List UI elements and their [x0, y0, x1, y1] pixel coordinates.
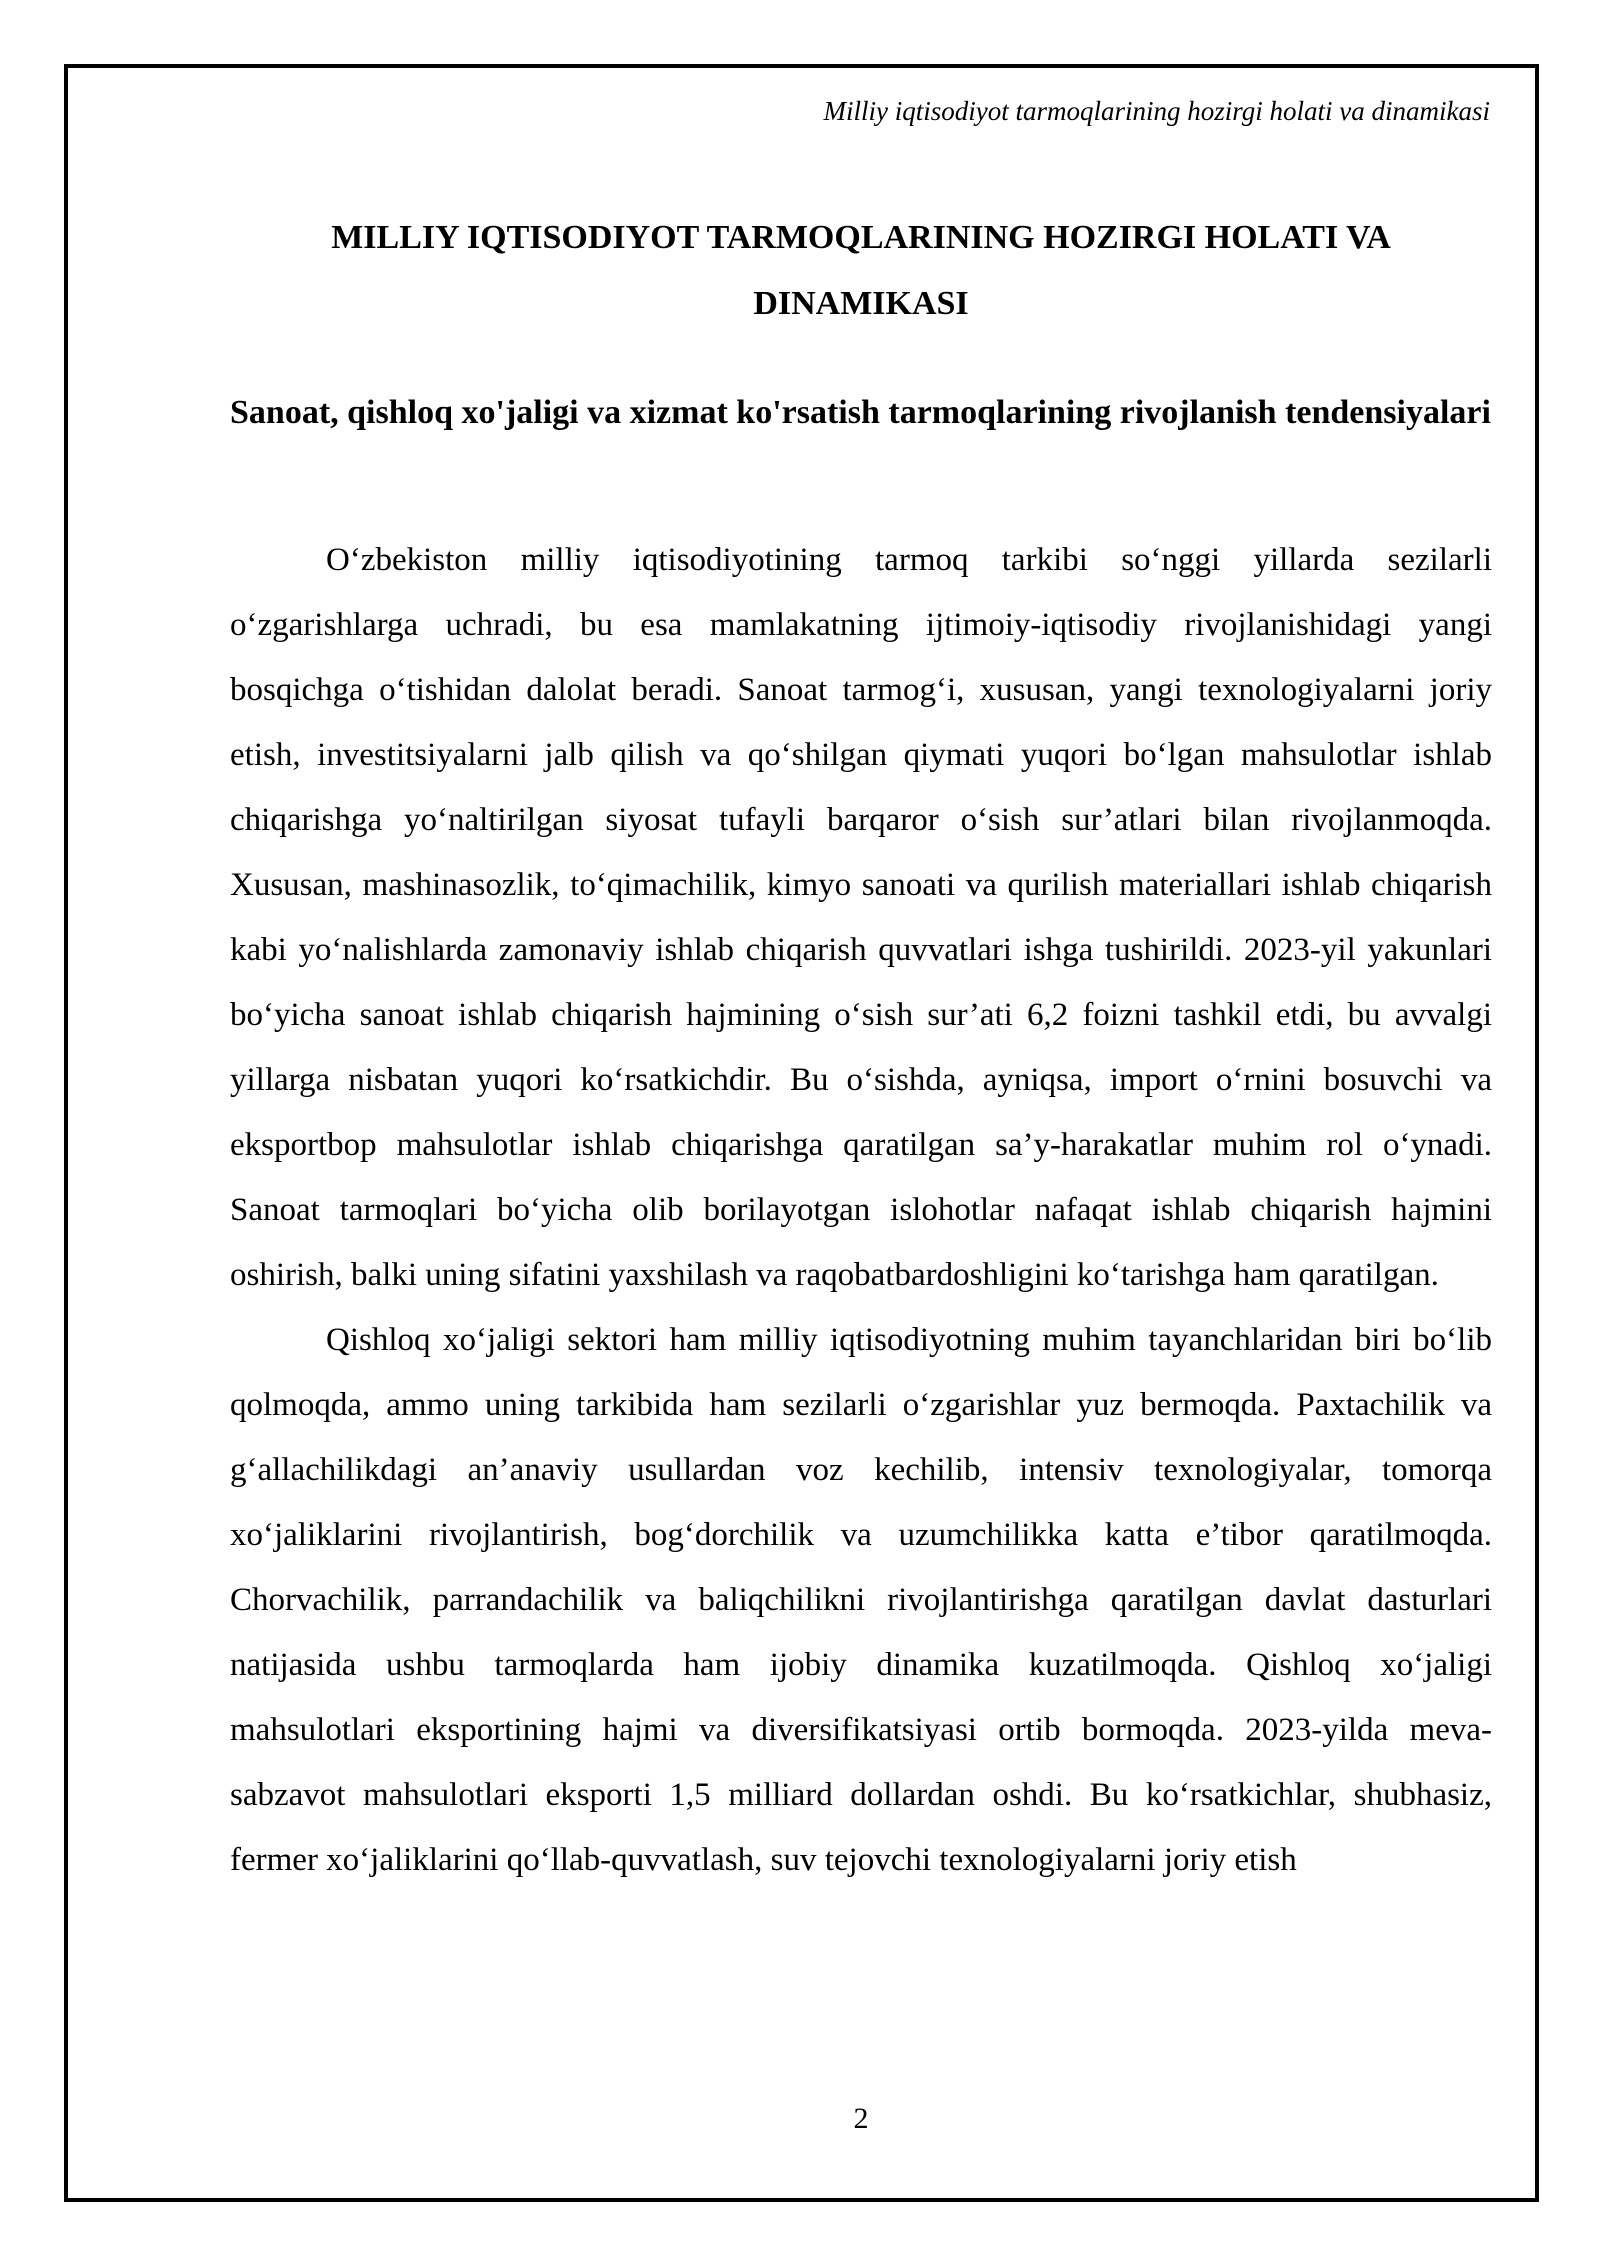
body-text — [230, 528, 1492, 1893]
section-heading: Sanoat, qishloq xo'jaligi va xizmat ko'rsatish tarmoqlarining rivojlanish tendensiyalari — [230, 394, 1491, 431]
page-number: 2 — [853, 2102, 869, 2135]
paragraph-2: Qishloq xo‘jaligi sektori ham milliy iqtisodiyotning muhim tayanchlaridan biri bo‘lib qolmoqda, ammo uning tarkibida ham sezilarli o‘zgarishlar yuz bermoqda. Paxtachilik va g‘allachilikdagi an’anaviy usullardan voz kechilib, intensiv texnologiyalar, tomorqa xo‘jaliklarini rivojlantirish, bog‘dorchilik va uzumchilikka katta e’tibor qaratilmoqda. Chorvachilik, parrandachilik va baliqchilikni rivojlantirishga qaratilgan davlat dasturlari natijasida ushbu tarmoqlarda ham ijobiy dinamika kuzatilmoqda. Qishloq xo‘jaligi mahsulotlari eksportining hajmi va diversifikatsiyasi ortib bormoqda. 2023-yilda meva-sabzavot mahsulotlari eksporti 1,5 milliard dollardan oshdi. Bu ko‘rsatkichlar, shubhasiz, fermer xo‘jaliklarini qo‘llab-quvvatlash, suv tejovchi texnologiyalarni joriy etish — [230, 1322, 1492, 1878]
document-title: MILLIY IQTISODIYOT TARMOQLARINING HOZIRGI HOLATI VA DINAMIKASI — [331, 219, 1391, 322]
running-header: Milliy iqtisodiyot tarmoqlarining hozirgi holati va dinamikasi — [823, 96, 1490, 126]
paragraph-1: O‘zbekiston milliy iqtisodiyotining tarmoq tarkibi so‘nggi yillarda sezilarli o‘zgarishlarga uchradi, bu esa mamlakatning ijtimoiy-iqtisodiy rivojlanishidagi yangi bosqichga o‘tishidan dalolat beradi. Sanoat tarmog‘i, xususan, yangi texnologiyalarni joriy etish, investitsiyalarni jalb qilish va qo‘shilgan qiymati yuqori bo‘lgan mahsulotlar ishlab chiqarishga yo‘naltirilgan siyosat tufayli barqaror o‘sish sur’atlari bilan rivojlanmoqda. Xususan, mashinasozlik, to‘qimachilik, kimyo sanoati va qurilish materiallari ishlab chiqarish kabi yo‘nalishlarda zamonaviy ishlab chiqarish quvvatlari ishga tushirildi. 2023-yil yakunlari bo‘yicha sanoat ishlab chiqarish hajmining o‘sish sur’ati 6,2 foizni tashkil etdi, bu avvalgi yillarga nisbatan yuqori ko‘rsatkichdir. Bu o‘sishda, ayniqsa, import o‘rnini bosuvchi va eksportbop mahsulotlar ishlab chiqarishga qaratilgan sa’y-harakatlar muhim rol o‘ynadi. Sanoat tarmoqlari bo‘yicha olib borilayotgan islohotlar nafaqat ishlab chiqarish hajmini oshirish, balki uning sifatini yaxshilash va raqobatbardoshligini ko‘tarishga ham qaratilgan. — [230, 542, 1492, 1293]
